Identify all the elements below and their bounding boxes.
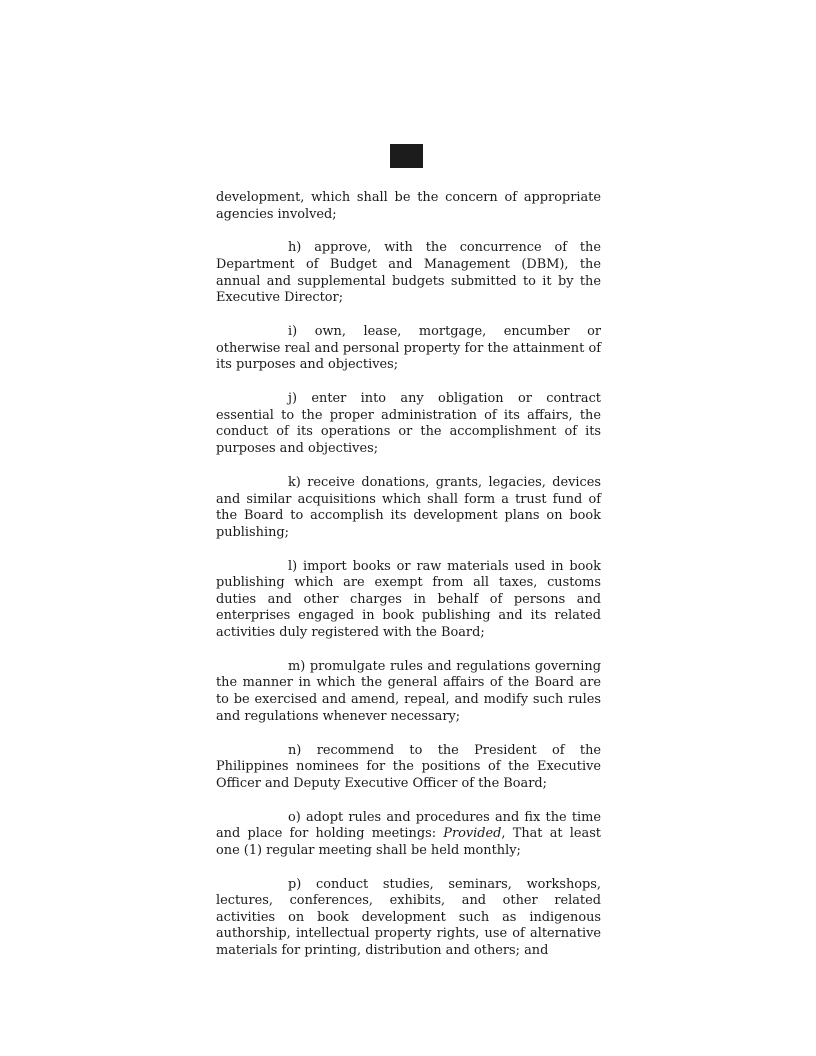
item-label: i) <box>288 324 298 340</box>
document-body <box>216 190 601 977</box>
item-o <box>216 810 601 860</box>
item-label: l) <box>288 558 298 574</box>
item-text: recommend to the President of the Philippines nominees for the positions of the Executive Officer and Deputy Executive Officer of the Board; <box>216 742 601 791</box>
item-n <box>216 743 601 793</box>
item-text-after: , That at least one (1) regular meeting shall be held monthly; <box>216 826 601 858</box>
page-number-box <box>390 144 423 168</box>
item-k <box>216 475 601 541</box>
item-text: approve, with the concurrence of the Department of Budget and Management (DBM), the annual and supplemental budgets submitted to it by the Executive Director; <box>216 240 601 306</box>
item-label: h) <box>288 240 302 256</box>
item-p <box>216 877 601 960</box>
item-h <box>216 240 601 306</box>
item-label: n) <box>288 742 302 758</box>
item-text: conduct studies, seminars, workshops, lectures, conferences, exhibits, and other related activities on book development such as indigenous authorship, intellectual property rights, use of alternative materials for printing, distribution and others; and <box>216 876 601 959</box>
item-text: receive donations, grants, legacies, devices and similar acquisitions which shall form a trust fund of the Board to accomplish its development plans on book publishing; <box>216 474 601 540</box>
item-label: j) <box>288 391 298 407</box>
item-m <box>216 659 601 725</box>
item-text-before: adopt rules and procedures and fix the time and place for holding meetings: <box>216 809 601 842</box>
item-text: own, lease, mortgage, encumber or otherwise real and personal property for the attainment of its purposes and objectives; <box>216 324 601 373</box>
item-text: promulgate rules and regulations governing the manner in which the general affairs of the Board are to be exercised and amend, repeal, and modify such rules and regulations whenever necessary; <box>216 658 601 724</box>
item-l <box>216 559 601 642</box>
item-i <box>216 324 601 374</box>
continuation-paragraph: development, which shall be the concern of appropriate agencies involved; <box>216 190 601 222</box>
item-text: enter into any obligation or contract essential to the proper administration of its affairs, the conduct of its operations or the accomplishment of its purposes and objectives; <box>216 391 601 457</box>
item-label: m) <box>288 658 306 674</box>
item-label: o) <box>288 809 301 825</box>
item-label: p) <box>288 876 302 892</box>
item-text-italic: Provided <box>443 826 502 842</box>
item-text: import books or raw materials used in book publishing which are exempt from all taxes, customs duties and other charges in behalf of persons and enterprises engaged in book publishing and its related activities duly registered with the Board; <box>216 558 601 640</box>
item-j <box>216 391 601 457</box>
item-label: k) <box>288 474 301 490</box>
